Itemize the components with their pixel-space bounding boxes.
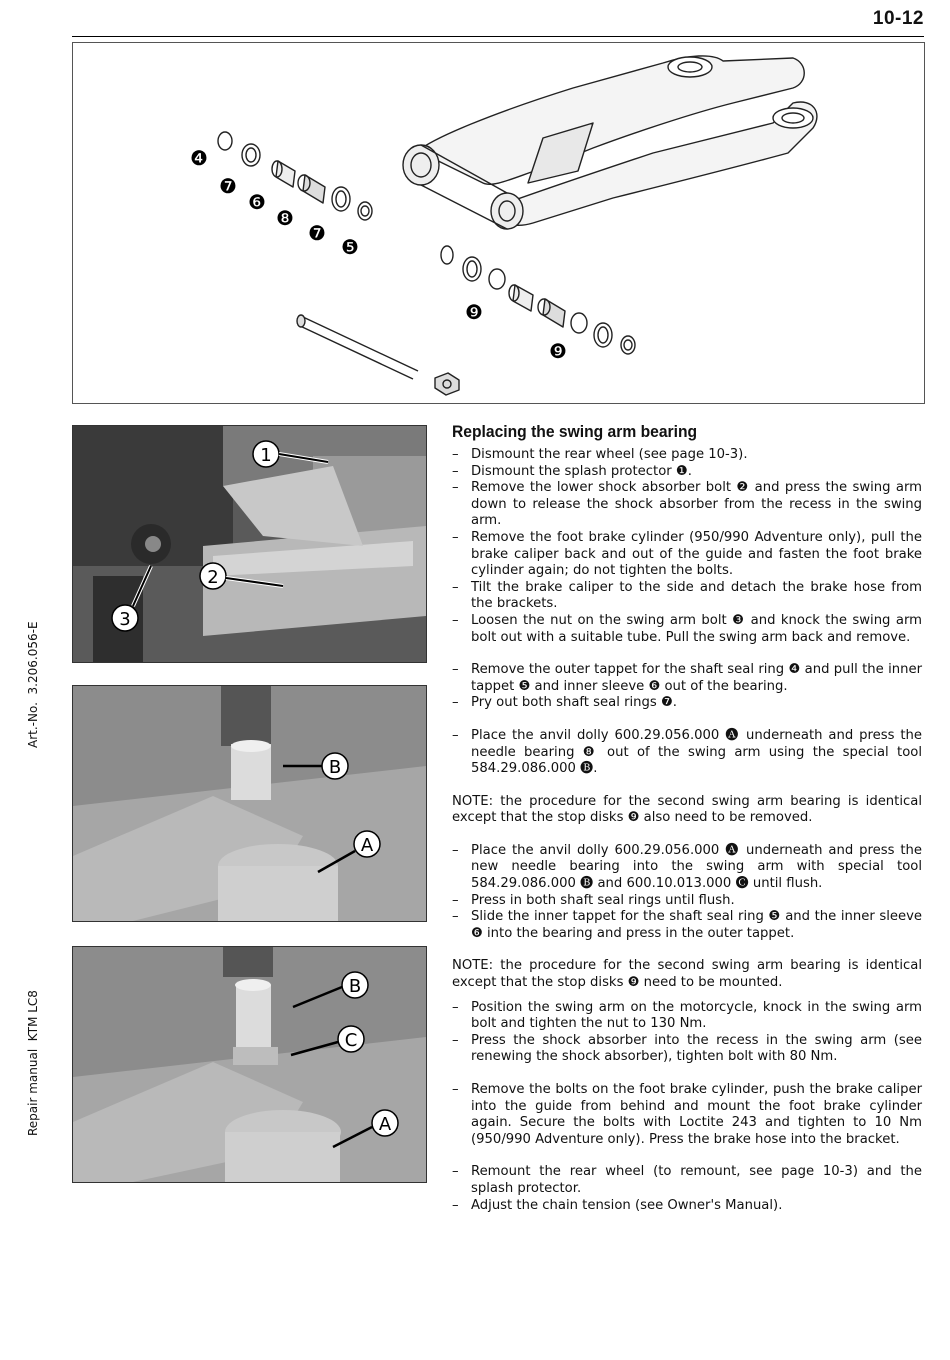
callout-6: ❻ bbox=[248, 190, 266, 214]
dash-bullet: – bbox=[452, 1164, 459, 1180]
step-group bbox=[452, 1082, 922, 1148]
step-item bbox=[452, 1033, 922, 1066]
step-text: Remove the outer tappet for the shaft seal ring ❹ and pull the inner tappet ❺ and inner sleeve ❻ out of the bearing. bbox=[471, 662, 922, 694]
callout-4: ❹ bbox=[190, 146, 208, 170]
dash-bullet: – bbox=[452, 1082, 459, 1097]
step-text: Place the anvil dolly 600.29.056.000 🅐 underneath and press the new needle bearing into the swing arm with special tool 584.29.086.000 🅑 and 600.10.013.000 🅒 until flush. bbox=[471, 842, 922, 892]
photo3-label-a: A bbox=[378, 1114, 392, 1135]
step-item bbox=[452, 530, 922, 580]
dash-bullet: – bbox=[452, 662, 459, 678]
step-item bbox=[452, 695, 922, 712]
callout-7a: ❼ bbox=[219, 174, 237, 198]
dash-bullet: – bbox=[452, 529, 459, 545]
step-text: Remove the foot brake cylinder (950/990 Adventure only), pull the brake caliper back and out of the guide and fasten the foot brake cylinder again; do not tighten the bolts. bbox=[471, 529, 922, 579]
dash-bullet: – bbox=[452, 842, 459, 858]
step-group bbox=[452, 1000, 922, 1066]
page-number: 10-12 bbox=[872, 8, 924, 29]
photo1-label-3: 3 bbox=[119, 609, 131, 630]
section-title: Replacing the swing arm bearing bbox=[452, 422, 698, 441]
dash-bullet: – bbox=[452, 695, 459, 711]
dash-bullet: – bbox=[452, 579, 459, 595]
step-item bbox=[452, 662, 922, 695]
callout-8: ❽ bbox=[276, 206, 294, 230]
step-item bbox=[452, 843, 922, 893]
photo-press-in-bearing bbox=[72, 946, 427, 1183]
step-text: Press in both shaft seal rings until flush. bbox=[471, 892, 735, 908]
step-item bbox=[452, 447, 922, 464]
photo3-label-b: B bbox=[348, 976, 362, 997]
step-item bbox=[452, 909, 922, 942]
step-text: Slide the inner tappet for the shaft seal ring ❺ and the inner sleeve ❻ into the bearing and press in the outer tappet. bbox=[471, 909, 922, 941]
step-text: Dismount the splash protector ❶. bbox=[471, 463, 692, 479]
note-stop-disks-mounted: NOTE: the procedure for the second swing arm bearing is identical except that the stop disks ❾ need to be mounted. bbox=[452, 958, 922, 991]
step-text: Loosen the nut on the swing arm bolt ❸ and knock the swing arm bolt out with a suitable tube. Pull the swing arm back and remove. bbox=[471, 612, 922, 645]
step-item bbox=[452, 464, 922, 481]
step-group bbox=[452, 843, 922, 943]
callout-7b: ❼ bbox=[308, 221, 326, 245]
step-text: Remove the bolts on the foot brake cylinder, push the brake caliper into the guide from behind and mount the foot brake cylinder again. Secure the bolts with Loctite 243 and tighten to 10 Nm (950/990 Adventure only). Press the brake hose into the bracket. bbox=[471, 1082, 922, 1147]
step-text: Dismount the rear wheel (see page 10-3). bbox=[471, 447, 748, 462]
photo1-label-2: 2 bbox=[207, 567, 219, 588]
dash-bullet: – bbox=[452, 1032, 459, 1048]
dash-bullet: – bbox=[452, 1197, 459, 1213]
step-text: Pry out both shaft seal rings ❼. bbox=[471, 695, 677, 711]
header-rule bbox=[72, 36, 924, 37]
dash-bullet: – bbox=[452, 727, 459, 743]
step-group bbox=[452, 728, 922, 778]
manual-title: Repair manual KTM LC8 bbox=[26, 990, 40, 1136]
callout-9a: ❾ bbox=[465, 300, 483, 324]
dash-bullet: – bbox=[452, 999, 459, 1015]
note-stop-disks-removed: NOTE: the procedure for the second swing arm bearing is identical except that the stop disks ❾ also need to be removed. bbox=[452, 793, 922, 826]
photo3-label-c: C bbox=[344, 1030, 358, 1051]
step-item bbox=[452, 580, 922, 613]
step-text: Tilt the brake caliper to the side and detach the brake hose from the brackets. bbox=[471, 579, 922, 612]
photo-swing-arm-on-bike bbox=[72, 425, 427, 663]
dash-bullet: – bbox=[452, 480, 459, 496]
step-text: Remove the lower shock absorber bolt ❷ and press the swing arm down to release the shock absorber from the recess in the swing arm. bbox=[471, 480, 922, 529]
instructions bbox=[452, 420, 922, 1230]
callout-5: ❺ bbox=[341, 235, 359, 259]
dash-bullet: – bbox=[452, 463, 459, 479]
step-text: Place the anvil dolly 600.29.056.000 🅐 underneath and press the needle bearing ❽ out of the swing arm using the special tool 584.29.086.000 🅑. bbox=[471, 727, 922, 777]
step-item bbox=[452, 1082, 922, 1148]
dash-bullet: – bbox=[452, 612, 459, 628]
step-item bbox=[452, 893, 922, 910]
step-text: Remount the rear wheel (to remount, see page 10-3) and the splash protector. bbox=[471, 1164, 922, 1196]
step-group bbox=[452, 662, 922, 712]
exploded-diagram bbox=[72, 42, 925, 404]
dash-bullet: – bbox=[452, 892, 459, 908]
article-number: Art.-No. 3.206.056-E bbox=[26, 621, 40, 748]
dash-bullet: – bbox=[452, 447, 459, 462]
step-group bbox=[452, 447, 922, 646]
photo-press-out-bearing bbox=[72, 685, 427, 922]
step-item bbox=[452, 480, 922, 530]
step-text: Adjust the chain tension (see Owner's Manual). bbox=[471, 1197, 783, 1213]
step-group bbox=[452, 1164, 922, 1214]
photo2-label-a: A bbox=[360, 835, 374, 856]
step-item bbox=[452, 613, 922, 646]
step-text: Press the shock absorber into the recess in the swing arm (see renewing the shock absorber), tighten bolt with 80 Nm. bbox=[471, 1032, 922, 1065]
swing-arm-drawing bbox=[73, 43, 924, 403]
step-item bbox=[452, 728, 922, 778]
step-text: Position the swing arm on the motorcycle, knock in the swing arm bolt and tighten the nut to 130 Nm. bbox=[471, 999, 922, 1032]
step-item bbox=[452, 1164, 922, 1197]
callout-9b: ❾ bbox=[549, 339, 567, 363]
dash-bullet: – bbox=[452, 909, 459, 925]
photo1-label-1: 1 bbox=[260, 445, 272, 466]
photo2-label-b: B bbox=[328, 757, 342, 778]
step-item bbox=[452, 1198, 922, 1215]
step-item bbox=[452, 1000, 922, 1033]
